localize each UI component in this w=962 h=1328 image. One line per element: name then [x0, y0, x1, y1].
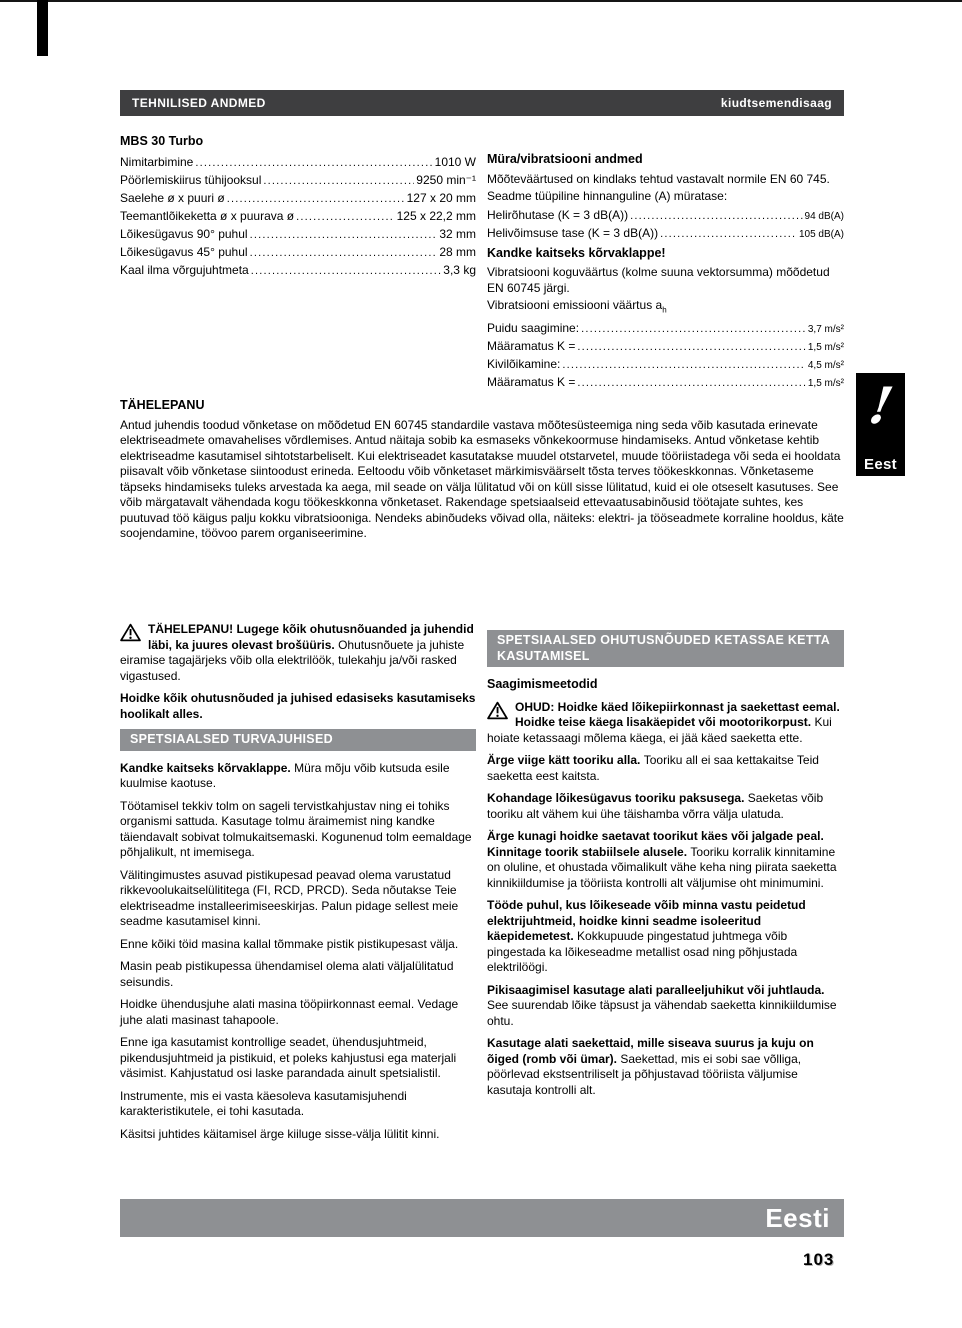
language-tab-label: Eest: [864, 456, 897, 473]
warning-triangle-icon: [487, 701, 508, 720]
paragraph-text: Instrumente, mis ei vasta käesoleva kasutamisjuhendi karakteristikutele, ei tohi kasutada.: [120, 1088, 407, 1118]
warning-text: Ohutusnõuete ja juhiste eiramise tagajärjeks võib olla elektrilöök, tulekahju ja/või rasked vigastused.: [120, 637, 465, 683]
paragraph-text: Kokkupuude pingestatud juhtmega võib pingestada ka lõikeseadme metallist osad ning põhjustada elektrilöögi.: [487, 929, 798, 974]
vibration-row: [487, 320, 844, 338]
spec-label: Lõikesügavus 45° puhul: [120, 244, 248, 259]
noise-intro-line: Seadme tüüpiline hinnanguline (A) müratase:: [487, 189, 728, 203]
ear-protection-warning: Kandke kaitseks kõrvaklappe!: [487, 245, 666, 260]
spec-value: 3,3 kg: [443, 262, 476, 277]
dot-leader: [251, 262, 442, 280]
spec-value: 1010 W: [434, 154, 476, 169]
sawing-methods-subtitle: Saagimismeetodid: [487, 677, 598, 691]
specs-model-title: MBS 30 Turbo: [120, 134, 204, 148]
safety-paragraph: [120, 959, 476, 990]
noise-intro-line: Mõõteväärtused on kindlaks tehtud vastavalt normile EN 60 745.: [487, 171, 830, 186]
paragraph-lead: Tööde puhul, kus lõikeseade võib minna vastu peidetud elektrijuhtmeid, hoidke kinni seadme isoleeritud käepidemetest.: [487, 898, 806, 943]
dot-leader: [296, 208, 395, 226]
warning-triangle-icon: [120, 623, 141, 642]
vibration-emission-label: [487, 298, 844, 318]
spec-row: [120, 208, 476, 226]
noise-value: 105 dB(A): [798, 228, 844, 240]
dot-leader: [263, 172, 414, 190]
vibration-row: [487, 374, 844, 392]
keep-instructions-paragraph: [120, 691, 476, 722]
paragraph-text: Töötamisel tekkiv tolm on sageli tervistkahjustav ning ei tohiks organismi sattuda. Kasutage tolmu äraimemist ning kandke täiendavalt sobivat tolmukaitsemaski. Kogunenud tolm eemaldage põhjalikult, nt imemisega.: [120, 798, 472, 859]
paragraph-text: Masin peab pistikupessa ühendamisel olema alati väljalülitatud seisundis.: [120, 959, 454, 989]
paragraph-lead: Kasutage alati saekettaid, mille siseava suurus ja kuju on õiged (romb või ümar).: [487, 1036, 814, 1066]
dot-leader: [577, 374, 806, 392]
paragraph-text: See suurendab lõike täpsust ja vähendab saeketta kinnikiildumise ohtu.: [487, 998, 837, 1028]
spec-label: Pöörlemiskiirus tühijooksul: [120, 172, 262, 187]
safety-paragraph: [120, 1089, 476, 1120]
warning-lead: TÄHELEPANU! Lugege kõik ohutusnõuanded ja juhendid läbi, ka juures olevast brošüüris.: [148, 622, 474, 652]
vibration-row: [487, 356, 844, 374]
safety-paragraph: [120, 1035, 476, 1082]
top-edge-rule: [0, 0, 962, 2]
spec-label: Kaal ilma võrgujuhtmeta: [120, 262, 249, 277]
registration-mark: [37, 0, 48, 56]
dot-leader: [562, 356, 806, 374]
blade-safety-paragraph: [487, 983, 844, 1030]
paragraph-text: Tooriku all ei saa kettakaitse Teid saeketta eest kaitsta.: [487, 753, 819, 783]
blade-safety-paragraph: [487, 1036, 844, 1098]
paragraph-text: Enne kõiki töid masina kallal tõmmake pistik pistikupesast välja.: [120, 936, 459, 951]
paragraph-text: Käsitsi juhtides käitamisel ärge kiiluge sisse-välja lülitit kinni.: [120, 1126, 440, 1141]
spec-label: Nimitarbimine: [120, 154, 194, 169]
vibration-subscript: h: [662, 305, 667, 315]
dot-leader: [195, 154, 432, 172]
blade-safety-paragraph: [487, 753, 844, 784]
section-bar-blade-safety: SPETSIAALSED OHUTUSNÕUDED KETASSAE KETTA KASUTAMISEL: [487, 630, 844, 667]
paragraph-text: Saeketas võib tooriku alt vähem kui ühe täishamba võrra välja ulatuda.: [487, 791, 824, 821]
spec-row: [120, 154, 476, 172]
tech-specs: [120, 134, 476, 280]
paragraph-text: Tooriku korralik kinnitamine on oluline, et ohustada võimalikult vähe keha ning piirata saeketta kinnikiildumise ja tööriista kontrolli alt väljumise oht minimumini.: [487, 844, 837, 890]
spec-row: [120, 244, 476, 262]
vibration-intro: Vibratsiooni koguväärtus (kolme suuna vektorsumma) mõõdetud EN 60745 järgi.: [487, 265, 830, 295]
paragraph-lead: Kohandage lõikesügavus tooriku paksusega.: [487, 791, 748, 805]
dot-leader: [581, 320, 806, 338]
noise-row: [487, 207, 844, 225]
general-warning-paragraph: [120, 622, 476, 684]
keep-instructions-text: Hoidke kõik ohutusnõuded ja juhised edasiseks kasutamiseks hoolikalt alles.: [120, 691, 476, 721]
page-header-bar: [120, 90, 844, 116]
exclamation-icon: !: [864, 376, 897, 435]
saw-blade-safety-column: [487, 630, 844, 1105]
spec-row: [120, 172, 476, 190]
blade-safety-paragraph: [487, 829, 844, 891]
header-section-title: TEHNILISED ANDMED: [132, 96, 266, 110]
general-safety-column: [120, 622, 476, 1149]
paragraph-lead: Ärge kunagi hoidke saetavat toorikut käes või jalgade peal. Kinnitage toorik stabiilsele alusele.: [487, 829, 824, 859]
safety-paragraph: [120, 937, 476, 953]
spec-value: 125 x 22,2 mm: [396, 208, 476, 223]
attention-title: TÄHELEPANU: [120, 398, 205, 412]
dot-leader: [250, 244, 438, 262]
dot-leader: [227, 190, 405, 208]
spec-value: 28 mm: [439, 244, 476, 259]
dot-leader: [577, 338, 806, 356]
noise-value: 94 dB(A): [804, 210, 844, 222]
safety-paragraph: [120, 799, 476, 861]
attention-body: Antud juhendis toodud võnketase on mõõdetud EN 60745 standardile vastava mõõtesüsteemiga ning seda võib kasutada erinevate elektriseadmete omavahelises võrdlemises. Antud näitaja sobib ka esmaseks võnkekoormuse hindamiseks. Antud võnketase kehtib elektriseadme kasutamisel sihtotstarbeliselt. Kui elektriseadet kasutatakse muudel otstarvetel, muude tööriistadega või seda ei hooldata piisavalt võib võnketase siintoodust erineda. Eeltoodu võib võnketaset märkimisväärselt tõsta terves töökeskkonnas. Võnketaseme täpseks hindamiseks tuleks arvestada ka aega, mil seade on välja lülitatud või on küll sisse lülitatud, kuid ei ole otseselt kasutuses. See võib märgatavalt vähendada kogu töökeskkonna võnketaset. Rakendage spetsiaalseid ettevaatusabinõusid töötajate suhtes, kes puutuvad töö käigus palju kokku vibratsiooniga. Nendeks abinõudeks võivad olla, näiteks: elektri- ja tööseadmete korraline hooldus, käte soojendamine, töövoo parem organiseerimine.: [120, 417, 844, 540]
dot-leader: [250, 226, 438, 244]
danger-paragraph: [487, 700, 844, 747]
spec-label: Teemantlõikeketta ø x puurava ø: [120, 208, 295, 223]
spec-row: [120, 226, 476, 244]
vibration-row: [487, 338, 844, 356]
blade-safety-paragraph: [487, 898, 844, 976]
vibration-attention-note: [120, 398, 844, 542]
paragraph-text: Saekettad, mis ei sobi sae võlliga, pöörlevad ekstsentriliselt ja põhjustavad tööriista väljumise kasutaja kontrolli alt.: [487, 1051, 802, 1097]
noise-row: [487, 225, 844, 243]
safety-paragraph: [120, 1127, 476, 1143]
spec-label: Saelehe ø x puuri ø: [120, 190, 225, 205]
safety-paragraph: [120, 868, 476, 930]
safety-paragraph: [120, 997, 476, 1028]
footer-language-label: Eesti: [765, 1202, 830, 1233]
danger-lead: OHUD: Hoidke käed lõikepiirkonnast ja saekettast eemal. Hoidke teise käega lisakäepidet või mootorikorpust.: [515, 699, 840, 729]
vibration-emission-text: Vibratsiooni emissiooni väärtus a: [487, 298, 663, 312]
danger-text: Kui hoiate ketassaagi mõlema käega, ei jää käed saeketta ette.: [487, 715, 832, 745]
spec-value: 9250 min⁻¹: [416, 172, 476, 187]
language-side-tab: [856, 373, 905, 476]
spec-label: Lõikesügavus 90° puhul: [120, 226, 248, 241]
spec-value: 127 x 20 mm: [406, 190, 476, 205]
vibration-label: Puidu saagimine:: [487, 320, 580, 335]
vibration-value: 3,7 m/s²: [807, 323, 844, 335]
blade-safety-paragraph: [487, 791, 844, 822]
vibration-value: 4,5 m/s²: [807, 359, 844, 371]
paragraph-text: Müra mõju võib kutsuda esile kuulmise kaotuse.: [120, 760, 450, 790]
spec-row: [120, 190, 476, 208]
vibration-value: 1,5 m/s²: [807, 341, 844, 353]
section-bar-special-safety: SPETSIAALSED TURVAJUHISED: [120, 729, 476, 751]
dot-leader: [660, 225, 797, 243]
paragraph-text: Hoidke ühendusjuhe alati masina tööpiirkonnast eemal. Vedage juhe alati masinast tahapoole.: [120, 997, 459, 1027]
safety-paragraph: [120, 761, 476, 792]
noise-label: Helivõimsuse tase (K = 3 dB(A)): [487, 225, 659, 240]
vibration-value: 1,5 m/s²: [807, 377, 844, 389]
paragraph-lead: Kandke kaitseks kõrvaklappe.: [120, 760, 295, 775]
vibration-label: Määramatus K =: [487, 374, 576, 389]
noise-title: Müra/vibratsiooni andmed: [487, 152, 643, 166]
paragraph-text: Enne iga kasutamist kontrollige seadet, ühendusjuhtmeid, pikendusjuhtmeid ja pistikuid, et poleks kahjustusi ega materjali väsimist. Kahjustatud osi laske parandada ainult spetsialistil.: [120, 1035, 457, 1080]
vibration-label: Kivilõikamine:: [487, 356, 561, 371]
vibration-label: Määramatus K =: [487, 338, 576, 353]
dot-leader: [630, 207, 802, 225]
language-footer-bar: [120, 1199, 844, 1237]
noise-vibration-data: [487, 152, 844, 392]
paragraph-lead: Pikisaagimisel kasutage alati paralleeljuhikut või juhtlauda.: [487, 982, 825, 997]
spec-row: [120, 262, 476, 280]
header-product-name: kiudtsemendisaag: [720, 96, 832, 110]
spec-value: 32 mm: [439, 226, 476, 241]
noise-label: Helirõhutase (K = 3 dB(A)): [487, 207, 629, 222]
paragraph-lead: Ärge viige kätt tooriku alla.: [487, 753, 644, 767]
paragraph-text: Välitingimustes asuvad pistikupesad peavad olema varustatud rikkevoolukaitselülititega (FI, RCD, PRCD). Seda nõutakse Teie elektriseadme installeerimiseeskirjas. Palun pidage sellest meie seadme kasutamisel kinni.: [120, 867, 459, 928]
page-number: 103: [803, 1250, 835, 1269]
